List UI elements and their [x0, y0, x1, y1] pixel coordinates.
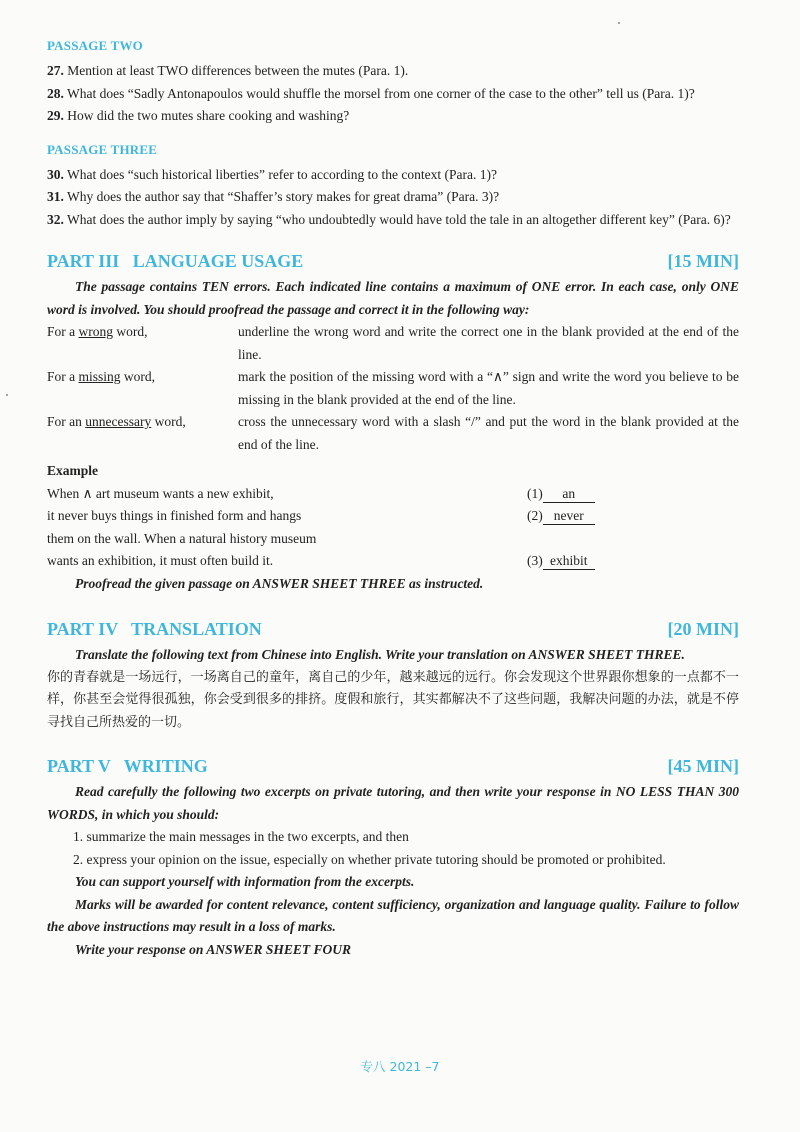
question-text: Mention at least TWO differences between the mutes (Para. 1). [67, 63, 409, 78]
question-number: 32. [47, 211, 64, 227]
rule-wrong-word [47, 321, 739, 366]
question-27 [47, 60, 739, 83]
rule-description: underline the wrong word and write the correct one in the blank provided at the end of the line. [238, 324, 739, 362]
passage-three-heading: PASSAGE THREE [47, 141, 158, 157]
question-text: What does “such historical liberties” refer to according to the context (Para. 1)? [67, 166, 497, 182]
passage-two-heading: PASSAGE TWO [47, 38, 143, 53]
question-32 [47, 209, 739, 232]
rule-suffix: word, [120, 369, 156, 384]
question-28 [47, 83, 739, 106]
example-number: (1) [527, 485, 543, 501]
example-line [47, 528, 739, 551]
rule-prefix: For a [47, 324, 79, 339]
example-text: it never buys things in finished form and hangs [47, 508, 302, 523]
page-footer: 专八 2021 –7 [360, 1059, 440, 1074]
part-three-header [47, 251, 739, 272]
question-text: What does the author imply by saying “who undoubtedly would have told the tale in an altogether different key” (Para. 6)? [67, 211, 731, 227]
example-answer: exhibit [543, 553, 595, 570]
rule-keyword: wrong [78, 324, 113, 339]
part-five-title: PART V WRITING [47, 756, 208, 776]
rule-prefix: For an [47, 414, 86, 429]
example-text: wants an exhibition, it must often build it. [47, 553, 274, 568]
chinese-passage: 你的青春就是一场远行，一场离自己的童年，离自己的少年，越来越远的远行。你会发现这个世界跟你想象的一点都不一样，你甚至会觉得很孤独，你会受到很多的排挤。度假和旅行，其实都解决不了这些问题，我解决问题的办法，就是不停寻找自己所热爱的一切。 [47, 669, 739, 730]
question-30 [47, 164, 739, 187]
part-three-time: [15 MIN] [667, 251, 739, 271]
support-note: You can support yourself with information from the excerpts. [75, 874, 415, 889]
rule-suffix: word, [151, 414, 186, 429]
question-29 [47, 105, 739, 128]
example-answer: an [543, 486, 595, 503]
question-text: Why does the author say that “Shaffer’s story makes for great drama” (Para. 3)? [67, 189, 500, 204]
writing-task-item [47, 826, 739, 849]
rule-suffix: word, [113, 324, 148, 339]
example-line [47, 505, 739, 528]
example-text: them on the wall. When a natural history museum [47, 530, 317, 546]
part-five-instruction: Read carefully the following two excerpts on private tutoring, and then write your response in NO LESS THAN 300 WORDS, in which you should: [47, 784, 739, 822]
part-four-header [47, 619, 739, 640]
example-number: (2) [527, 508, 543, 523]
question-number: 28. [47, 85, 64, 101]
rule-keyword: missing [78, 369, 121, 384]
marks-note: Marks will be awarded for content relevance, content sufficiency, organization and language quality. Failure to follow the above instructions may result in a loss of marks. [47, 896, 739, 934]
rule-description: mark the position of the missing word with a “∧” sign and write the word you believe to be missing in the blank provided at the end of the line. [238, 369, 739, 407]
example-text: When ∧ art museum wants a new exhibit, [47, 485, 274, 501]
rule-keyword: unnecessary [85, 414, 152, 429]
question-text: What does “Sadly Antonapoulos would shuffle the morsel from one corner of the case to the other” tell us (Para. 1)? [67, 85, 695, 101]
item-text: summarize the main messages in the two excerpts, and then [86, 829, 409, 844]
example-title: Example [47, 463, 99, 478]
question-number: 30. [47, 166, 64, 182]
item-text: express your opinion on the issue, especially on whether private tutoring should be promoted or prohibited. [86, 851, 666, 867]
question-number: 29. [47, 108, 64, 123]
part-three-instruction: The passage contains TEN errors. Each indicated line contains a maximum of ONE error. In each case, only ONE word is involved. You should proofread the passage and correct it in the following way: [47, 279, 739, 317]
example-number: (3) [527, 553, 543, 568]
part-three-closing: Proofread the given passage on ANSWER SHEET THREE as instructed. [75, 575, 484, 591]
question-text: How did the two mutes share cooking and washing? [67, 108, 350, 123]
item-number: 1. [73, 829, 84, 844]
rule-prefix: For a [47, 369, 79, 384]
rule-missing-word [47, 366, 739, 411]
example-answer: never [543, 508, 595, 525]
write-on-note: Write your response on ANSWER SHEET FOUR [75, 941, 352, 957]
example-line [47, 550, 739, 573]
scan-speck [6, 394, 8, 396]
item-number: 2. [73, 851, 84, 867]
example-line [47, 483, 739, 506]
part-three-title: PART III LANGUAGE USAGE [47, 251, 304, 271]
part-five-time: [45 MIN] [667, 756, 739, 776]
writing-task-item [47, 849, 739, 872]
part-five-header [47, 756, 739, 777]
part-four-title: PART IV TRANSLATION [47, 619, 262, 639]
rule-description: cross the unnecessary word with a slash “/” and put the word in the blank provided at the end of the line. [238, 414, 739, 452]
question-number: 31. [47, 189, 64, 204]
question-31 [47, 186, 739, 209]
scan-speck [618, 22, 620, 24]
part-four-time: [20 MIN] [667, 619, 739, 639]
exam-page [47, 38, 739, 961]
rule-unnecessary-word [47, 411, 739, 456]
part-four-instruction: Translate the following text from Chinese into English. Write your translation on ANSWER SHEET THREE. [75, 647, 685, 662]
question-number: 27. [47, 63, 64, 78]
